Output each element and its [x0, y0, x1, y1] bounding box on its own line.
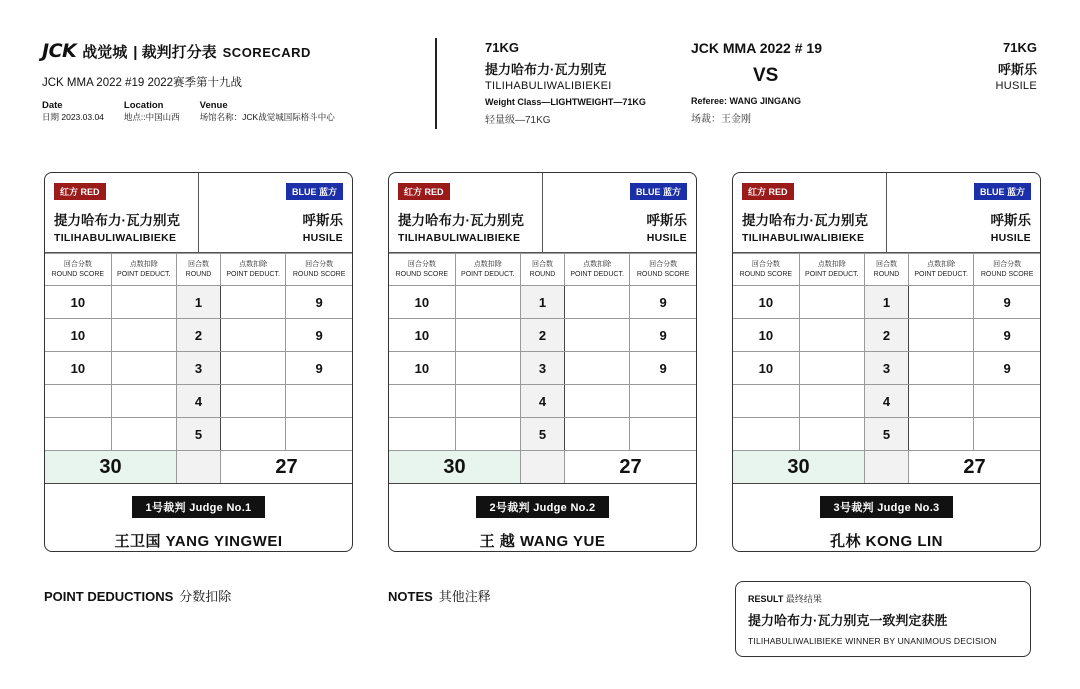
- col-round: 回合数 ROUND: [520, 254, 564, 286]
- result-box: [735, 581, 1031, 657]
- table-row: [45, 352, 352, 385]
- col-blue-deduct: 点数扣除 POINT DEDUCT.: [565, 254, 630, 286]
- round-number: 5: [864, 418, 908, 451]
- red-score-cell: 10: [45, 319, 111, 352]
- judge-name: 王卫国 YANG YINGWEI: [114, 533, 283, 550]
- red-deduct-cell: [799, 286, 864, 319]
- notes-label: NOTES 其他注释: [388, 589, 491, 604]
- result-en: TILIHABULIWALIBIEKE WINNER BY UNANIMOUS DECISION: [748, 636, 997, 646]
- red-deduct-cell: [111, 286, 176, 319]
- table-row: [733, 286, 1040, 319]
- table-row: [733, 418, 1040, 451]
- red-score-cell: [389, 385, 455, 418]
- table-row: [733, 385, 1040, 418]
- blue-deduct-cell: [565, 286, 630, 319]
- red-score-cell: 10: [389, 286, 455, 319]
- blue-score-cell: 9: [286, 352, 352, 385]
- red-score-cell: [733, 385, 799, 418]
- blue-name-en: HUSILE: [995, 80, 1037, 92]
- venue-value: 场馆名称：JCK战觉城国际格斗中心: [199, 112, 335, 122]
- col-red-deduct: 点数扣除 POINT DEDUCT.: [455, 254, 520, 286]
- blue-score-cell: 9: [286, 286, 352, 319]
- table-row: [45, 385, 352, 418]
- blue-deduct-cell: [565, 418, 630, 451]
- event-title: JCK MMA 2022 # 19: [691, 40, 822, 56]
- card-red-side: [45, 173, 199, 252]
- date-block: [42, 100, 104, 123]
- red-total: 30: [733, 451, 864, 484]
- card-blue-name-en: HUSILE: [302, 232, 343, 244]
- card-blue-name-en: HUSILE: [646, 232, 687, 244]
- blue-corner-tag: BLUE 蓝方: [286, 183, 343, 200]
- weight-class-cn: 轻量级—71KG: [485, 115, 551, 126]
- card-blue-side: [199, 173, 352, 252]
- blue-total: 27: [565, 451, 696, 484]
- event-center: [691, 40, 891, 125]
- blue-deduct-cell: [221, 418, 286, 451]
- table-row: [389, 352, 696, 385]
- judge-scorecard-2: [388, 172, 697, 552]
- card-red-side: [733, 173, 887, 252]
- red-name-cn: 提力哈布力·瓦力别克: [485, 62, 607, 77]
- judge-number-tag: 3号裁判 Judge No.3: [820, 496, 954, 518]
- point-deductions-label: POINT DEDUCTIONS 分数扣除: [44, 589, 232, 604]
- event-meta: [42, 100, 422, 123]
- judge-number-tag: 1号裁判 Judge No.1: [132, 496, 266, 518]
- red-deduct-cell: [455, 286, 520, 319]
- red-score-cell: [733, 418, 799, 451]
- judge-name: 王 越 WANG YUE: [479, 533, 606, 550]
- date-value: 日期 2023.03.04: [42, 112, 104, 122]
- col-blue-deduct: 点数扣除 POINT DEDUCT.: [909, 254, 974, 286]
- card-red-name-en: TILIHABULIWALIBIEKE: [398, 232, 521, 244]
- card-red-name-en: TILIHABULIWALIBIEKE: [742, 232, 865, 244]
- page-title: | 裁判打分表: [133, 44, 217, 61]
- total-row: [45, 451, 352, 484]
- round-number: 3: [864, 352, 908, 385]
- blue-deduct-cell: [909, 385, 974, 418]
- red-score-cell: 10: [733, 319, 799, 352]
- judge-area: [45, 484, 352, 551]
- card-blue-name-cn: 呼斯乐: [990, 213, 1031, 228]
- blue-deduct-cell: [565, 385, 630, 418]
- col-red-score: 回合分数 ROUND SCORE: [45, 254, 111, 286]
- red-deduct-cell: [799, 319, 864, 352]
- col-red-deduct: 点数扣除 POINT DEDUCT.: [799, 254, 864, 286]
- location-label: Location: [123, 100, 164, 111]
- red-deduct-cell: [799, 352, 864, 385]
- col-blue-score: 回合分数 ROUND SCORE: [974, 254, 1040, 286]
- bout-info: [485, 40, 1045, 140]
- vs-label: VS: [753, 65, 779, 86]
- blue-corner-tag: BLUE 蓝方: [974, 183, 1031, 200]
- red-score-cell: 10: [389, 319, 455, 352]
- card-fighters: [733, 173, 1040, 253]
- weight-class: Weight Class—LIGHTWEIGHT—71KG: [485, 97, 646, 107]
- card-red-name-cn: 提力哈布力·瓦力别克: [54, 213, 180, 228]
- card-red-name-cn: 提力哈布力·瓦力别克: [398, 213, 524, 228]
- table-row: [389, 286, 696, 319]
- table-row: [389, 385, 696, 418]
- table-row: [45, 319, 352, 352]
- red-name-en: TILIHABULIWALIBIEKEI: [485, 80, 612, 92]
- col-red-score: 回合分数 ROUND SCORE: [733, 254, 799, 286]
- table-row: [389, 319, 696, 352]
- score-table-header: [45, 254, 352, 286]
- round-number: 4: [176, 385, 220, 418]
- round-number: 2: [176, 319, 220, 352]
- judge-area: [733, 484, 1040, 551]
- score-table-header: [733, 254, 1040, 286]
- blue-total: 27: [909, 451, 1040, 484]
- date-label: Date: [42, 100, 63, 111]
- col-red-deduct: 点数扣除 POINT DEDUCT.: [111, 254, 176, 286]
- red-fighter-info: [485, 40, 646, 126]
- score-table: [45, 253, 352, 484]
- red-score-cell: 10: [45, 286, 111, 319]
- round-number: 4: [864, 385, 908, 418]
- venue-block: [200, 100, 335, 123]
- blue-deduct-cell: [565, 319, 630, 352]
- red-weight: 71KG: [485, 40, 519, 55]
- blue-deduct-cell: [221, 286, 286, 319]
- result-cn: 提力哈布力·瓦力别克一致判定获胜: [748, 613, 948, 628]
- blue-corner-tag: BLUE 蓝方: [630, 183, 687, 200]
- red-deduct-cell: [111, 385, 176, 418]
- red-deduct-cell: [111, 319, 176, 352]
- table-row: [389, 418, 696, 451]
- card-blue-side: [887, 173, 1040, 252]
- table-row: [733, 319, 1040, 352]
- round-number: 5: [520, 418, 564, 451]
- location-value: 地点::中国山西: [123, 112, 180, 122]
- col-round: 回合数 ROUND: [176, 254, 220, 286]
- blue-score-cell: 9: [630, 352, 696, 385]
- blue-deduct-cell: [909, 319, 974, 352]
- card-red-name-cn: 提力哈布力·瓦力别克: [742, 213, 868, 228]
- judge-area: [389, 484, 696, 551]
- round-number: 4: [520, 385, 564, 418]
- blue-name-cn: 呼斯乐: [997, 62, 1037, 77]
- total-spacer: [864, 451, 908, 484]
- header-divider: [435, 38, 437, 129]
- blue-score-cell: [286, 418, 352, 451]
- red-deduct-cell: [455, 352, 520, 385]
- red-score-cell: 10: [733, 286, 799, 319]
- blue-score-cell: 9: [974, 352, 1040, 385]
- red-score-cell: [45, 385, 111, 418]
- red-total: 30: [389, 451, 520, 484]
- red-corner-tag: 红方 RED: [54, 183, 106, 200]
- blue-deduct-cell: [909, 418, 974, 451]
- venue-label: Venue: [199, 100, 228, 111]
- blue-deduct-cell: [221, 319, 286, 352]
- table-row: [45, 418, 352, 451]
- total-row: [733, 451, 1040, 484]
- round-number: 3: [176, 352, 220, 385]
- judge-scorecard-1: [44, 172, 353, 552]
- referee: Referee: WANG JINGANG: [691, 96, 802, 106]
- blue-score-cell: 9: [974, 286, 1040, 319]
- blue-deduct-cell: [221, 385, 286, 418]
- blue-weight: 71KG: [1003, 40, 1037, 55]
- col-round: 回合数 ROUND: [864, 254, 908, 286]
- round-number: 5: [176, 418, 220, 451]
- red-score-cell: [45, 418, 111, 451]
- table-row: [733, 352, 1040, 385]
- brand-row: [42, 40, 422, 62]
- card-red-side: [389, 173, 543, 252]
- red-score-cell: 10: [45, 352, 111, 385]
- blue-score-cell: [974, 418, 1040, 451]
- blue-score-cell: 9: [630, 319, 696, 352]
- col-red-score: 回合分数 ROUND SCORE: [389, 254, 455, 286]
- total-spacer: [176, 451, 220, 484]
- blue-fighter-info: [995, 40, 1037, 92]
- blue-deduct-cell: [909, 352, 974, 385]
- table-row: [45, 286, 352, 319]
- referee-cn: 场裁：王金刚: [691, 114, 751, 125]
- card-blue-side: [543, 173, 696, 252]
- event-line: JCK MMA 2022 #19 2022赛季第十九战: [42, 77, 243, 89]
- card-blue-name-cn: 呼斯乐: [646, 213, 687, 228]
- page-title-en: SCORECARD: [222, 45, 311, 60]
- card-blue-name-en: HUSILE: [990, 232, 1031, 244]
- blue-deduct-cell: [221, 352, 286, 385]
- logo: JCK: [42, 40, 77, 62]
- blue-score-cell: 9: [974, 319, 1040, 352]
- col-blue-score: 回合分数 ROUND SCORE: [630, 254, 696, 286]
- round-number: 3: [520, 352, 564, 385]
- total-spacer: [520, 451, 564, 484]
- red-deduct-cell: [799, 418, 864, 451]
- result-label: RESULT 最终结果: [748, 594, 822, 604]
- card-fighters: [45, 173, 352, 253]
- score-table: [389, 253, 696, 484]
- red-score-cell: 10: [733, 352, 799, 385]
- score-table-header: [389, 254, 696, 286]
- blue-score-cell: [630, 385, 696, 418]
- blue-score-cell: 9: [286, 319, 352, 352]
- red-score-cell: [389, 418, 455, 451]
- col-blue-score: 回合分数 ROUND SCORE: [286, 254, 352, 286]
- col-blue-deduct: 点数扣除 POINT DEDUCT.: [221, 254, 286, 286]
- blue-score-cell: [974, 385, 1040, 418]
- round-number: 1: [520, 286, 564, 319]
- card-red-name-en: TILIHABULIWALIBIEKE: [54, 232, 177, 244]
- blue-score-cell: 9: [630, 286, 696, 319]
- blue-deduct-cell: [909, 286, 974, 319]
- location-block: [124, 100, 180, 123]
- red-deduct-cell: [799, 385, 864, 418]
- score-table: [733, 253, 1040, 484]
- red-deduct-cell: [455, 385, 520, 418]
- red-deduct-cell: [111, 418, 176, 451]
- red-deduct-cell: [455, 319, 520, 352]
- blue-total: 27: [221, 451, 352, 484]
- round-number: 1: [176, 286, 220, 319]
- red-total: 30: [45, 451, 176, 484]
- round-number: 2: [864, 319, 908, 352]
- red-corner-tag: 红方 RED: [742, 183, 794, 200]
- red-deduct-cell: [455, 418, 520, 451]
- total-row: [389, 451, 696, 484]
- blue-score-cell: [286, 385, 352, 418]
- judge-number-tag: 2号裁判 Judge No.2: [476, 496, 610, 518]
- judge-name: 孔林 KONG LIN: [830, 533, 943, 550]
- red-score-cell: 10: [389, 352, 455, 385]
- red-deduct-cell: [111, 352, 176, 385]
- card-blue-name-cn: 呼斯乐: [302, 213, 343, 228]
- round-number: 1: [864, 286, 908, 319]
- blue-score-cell: [630, 418, 696, 451]
- round-number: 2: [520, 319, 564, 352]
- judge-scorecard-3: [732, 172, 1041, 552]
- red-corner-tag: 红方 RED: [398, 183, 450, 200]
- card-fighters: [389, 173, 696, 253]
- logo-sub: 战觉城: [82, 44, 128, 61]
- header-left: [42, 40, 422, 123]
- blue-deduct-cell: [565, 352, 630, 385]
